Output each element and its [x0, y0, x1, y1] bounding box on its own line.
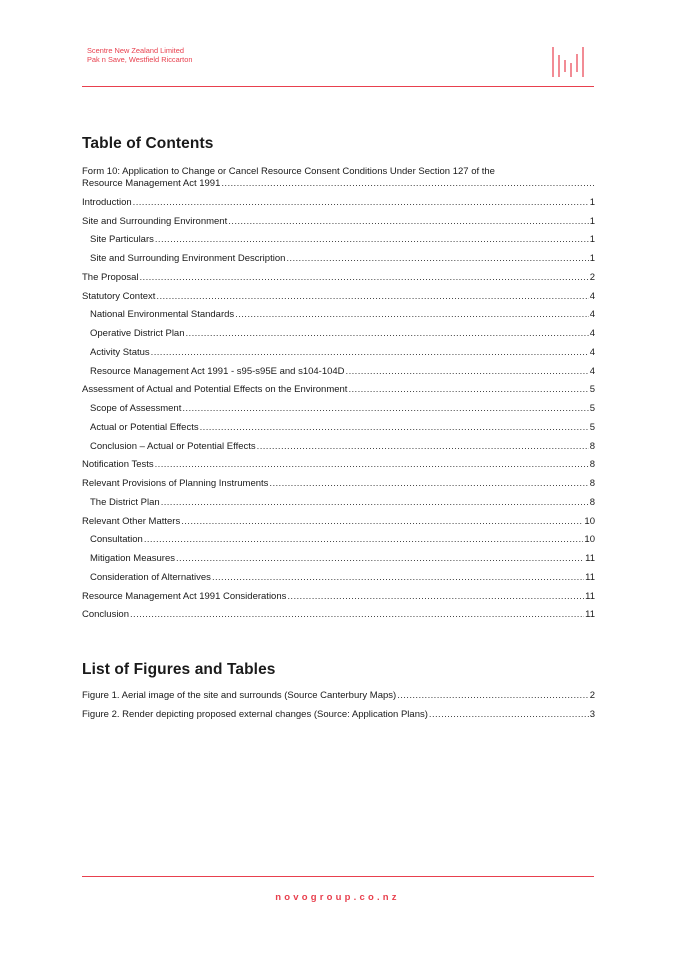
toc-entry-form10-line2: Resource Management Act 1991 [82, 178, 221, 189]
toc-entry-title: Resource Management Act 1991 Considerations [82, 590, 287, 602]
toc-entry[interactable] [82, 516, 595, 528]
toc-entry-title: Relevant Other Matters [82, 515, 181, 527]
toc-entry[interactable] [82, 478, 595, 490]
toc-entry-page: 2 [589, 271, 595, 283]
leader-dots [140, 272, 589, 284]
toc-entry-title: Introduction [82, 196, 132, 208]
toc-entry-title: Site and Surrounding Environment Description [90, 253, 286, 264]
toc-entry-page: 1 [589, 234, 595, 246]
toc-entry-page: 4 [589, 290, 595, 302]
toc-entry-title: Operative District Plan [90, 328, 185, 339]
leader-dots [200, 422, 589, 434]
toc-entry[interactable] [82, 553, 595, 565]
leader-dots [287, 591, 584, 603]
toc-entry-title: Notification Tests [82, 459, 154, 471]
leader-dots [397, 690, 589, 702]
toc-entry[interactable] [82, 366, 595, 378]
toc-entry-title: Scope of Assessment [90, 403, 182, 414]
footer-divider [82, 876, 594, 877]
toc-entry-title: The Proposal [82, 271, 139, 283]
list-of-figures [82, 690, 595, 721]
leader-dots [348, 384, 588, 396]
toc-entry-title: National Environmental Standards [90, 309, 235, 321]
toc-entry-page: 3 [589, 708, 595, 720]
toc-entry-title: Consideration of Alternatives [90, 571, 211, 583]
leader-dots [346, 366, 589, 378]
leader-dots [228, 216, 588, 228]
toc-entry[interactable] [82, 328, 595, 340]
toc-entry-page: 4 [589, 309, 595, 321]
toc-entry-title: Figure 2. Render depicting proposed external changes (Source: Application Plans) [82, 708, 428, 720]
leader-dots [286, 253, 588, 265]
toc-entry-title: Site Particulars [90, 234, 154, 246]
toc-entry-page: 5 [589, 421, 595, 433]
toc-entry-page: 11 [585, 553, 595, 564]
toc-entry-title: Conclusion – Actual or Potential Effects [90, 440, 256, 452]
leader-dots [212, 572, 584, 584]
leader-dots [155, 459, 589, 471]
toc-entry[interactable] [82, 253, 595, 265]
toc-entry[interactable] [82, 497, 595, 509]
toc-entry[interactable] [82, 459, 595, 471]
leader-dots [176, 553, 584, 565]
lof-title: List of Figures and Tables [82, 661, 276, 678]
toc-entry-page: 5 [589, 384, 595, 396]
toc-entry-page: 5 [589, 403, 595, 414]
toc-entry[interactable] [82, 534, 595, 546]
header-company: Scentre New Zealand Limited [87, 46, 184, 55]
leader-dots [133, 197, 589, 209]
toc-entry-title: Mitigation Measures [90, 553, 176, 564]
toc-entry[interactable] [82, 197, 595, 209]
toc-entry[interactable] [82, 572, 595, 584]
header-text [87, 46, 192, 64]
leader-dots [161, 497, 589, 509]
header-divider [82, 86, 594, 87]
toc-entry-title: Figure 1. Aerial image of the site and surrounds (Source Canterbury Maps) [82, 690, 397, 701]
toc-entry[interactable] [82, 347, 595, 359]
toc-entry[interactable] [82, 422, 595, 434]
novo-logo-icon [551, 44, 589, 80]
leader-dots [155, 234, 589, 246]
toc-entry-form10-line1: Form 10: Application to Change or Cancel Resource Consent Conditions Under Section 127 of the [82, 166, 495, 177]
leader-dots [130, 609, 584, 621]
leader-dots [235, 309, 589, 321]
toc-entry[interactable] [82, 309, 595, 321]
toc-entry[interactable] [82, 272, 595, 284]
toc-entry[interactable] [82, 609, 595, 621]
toc-title: Table of Contents [82, 135, 214, 152]
toc-entry-page: 8 [589, 496, 595, 508]
toc-entry[interactable] [82, 216, 595, 228]
leader-dots [186, 328, 589, 340]
leader-dots [144, 534, 584, 546]
leader-dots [151, 347, 589, 359]
toc-entry-page: 10 [584, 515, 595, 527]
leader-dots [181, 516, 583, 528]
toc-entry[interactable] [82, 441, 595, 453]
table-of-contents [82, 166, 595, 621]
toc-entry-page: 4 [589, 328, 595, 339]
leader-dots [156, 291, 588, 303]
leader-dots [269, 478, 588, 490]
header-site: Pak n Save, Westfield Riccarton [87, 55, 193, 64]
toc-entry-page: 11 [585, 609, 595, 621]
toc-entry-title: Activity Status [90, 346, 150, 358]
leader-dots [429, 709, 589, 721]
toc-entry[interactable] [82, 291, 595, 303]
leader-dots [257, 441, 589, 453]
toc-entry-page: 10 [584, 534, 595, 546]
toc-entry-page: 2 [589, 690, 595, 701]
lof-entry[interactable] [82, 690, 595, 702]
toc-entry-page: 1 [589, 196, 595, 208]
leader-dots [182, 403, 588, 415]
toc-entry-title: Conclusion [82, 609, 129, 621]
toc-entry-page: 8 [589, 459, 595, 471]
toc-entry-page: 11 [585, 590, 595, 602]
toc-entry-page: 8 [589, 478, 595, 489]
toc-entry-title: The District Plan [90, 496, 160, 508]
toc-entry-title: Site and Surrounding Environment [82, 215, 228, 227]
toc-entry-title: Actual or Potential Effects [90, 421, 199, 433]
toc-entry[interactable] [82, 403, 595, 415]
toc-entry-title: Resource Management Act 1991 - s95-s95E and s104-104D [90, 365, 345, 377]
footer-website: novogroup.co.nz [275, 892, 400, 903]
toc-entry-page: 1 [589, 253, 595, 264]
toc-entry-page: 4 [589, 365, 595, 377]
toc-entry[interactable] [82, 591, 595, 603]
toc-entry-title: Assessment of Actual and Potential Effects on the Environment [82, 384, 348, 396]
toc-entry-title: Statutory Context [82, 290, 156, 302]
leader-dots [221, 178, 594, 190]
toc-entry-title: Relevant Provisions of Planning Instruments [82, 478, 269, 489]
toc-entry[interactable] [82, 384, 595, 396]
toc-entry-page: 4 [589, 346, 595, 358]
toc-entry-page: 1 [589, 215, 595, 227]
toc-entry-page: 8 [589, 440, 595, 452]
lof-entry[interactable] [82, 709, 595, 721]
toc-entry-title: Consultation [90, 534, 143, 546]
toc-entry-form10[interactable] [82, 166, 595, 190]
toc-entry[interactable] [82, 234, 595, 246]
toc-entry-page: 11 [585, 571, 595, 583]
